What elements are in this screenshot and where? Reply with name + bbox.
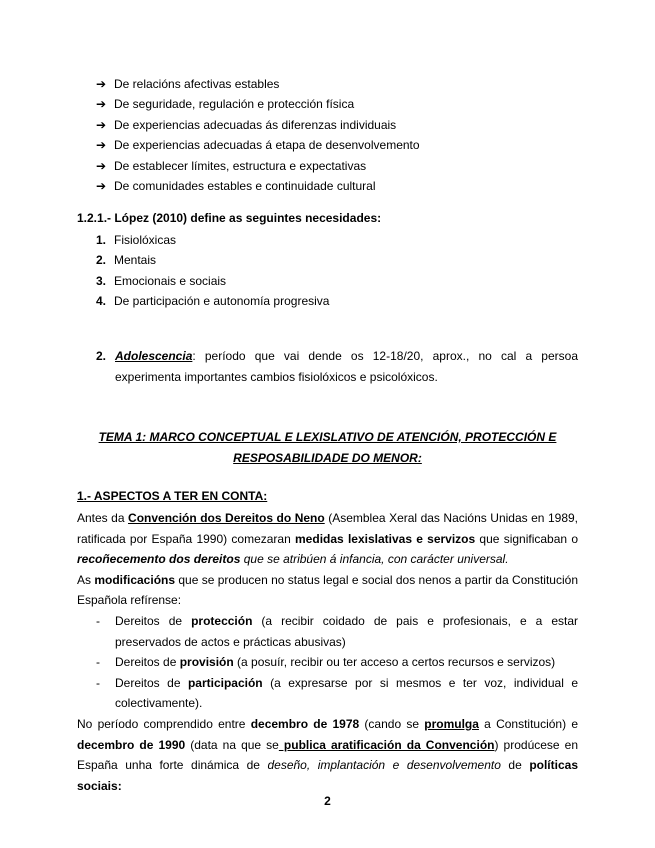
- lopez-heading: 1.2.1.- López (2010) define as seguintes necesidades:: [77, 211, 382, 225]
- list-item: ➔ De comunidades estables e continuidade cultural: [96, 178, 376, 193]
- list-item: 4. De participación e autonomía progresiva: [96, 294, 330, 309]
- page-number: 2: [324, 794, 331, 808]
- paragraph-modifications: As modificacións que se producen no status legal e social dos nenos a partir da Constitución Española refírense:: [77, 572, 578, 608]
- list-item: ➔ De seguridade, regulación e protección física: [96, 97, 355, 112]
- arrow-icon: ➔: [96, 158, 107, 173]
- adolescencia-term: Adolescencia: [115, 349, 193, 363]
- list-item: ➔ De experiencias adecuadas á etapa de desenvolvemento: [96, 138, 420, 153]
- arrow-icon: ➔: [96, 117, 107, 132]
- paragraph-period: No período comprendido entre decembro de 1978 (cando se promulga a Constitución) e decembro de 1990 (data na que se publica aratificación da Convención) prodúcese en España unha forte dinámica de deseño, implantación e desenvolvemento de políticas sociais:: [77, 716, 579, 793]
- needs-arrow-list: [96, 76, 556, 198]
- list-item: - Dereitos de protección (a recibir coidado de pais e profesionais, e a estar preservados de actos e prácticas abusivas): [96, 613, 578, 649]
- list-item: 3. Emocionais e sociais: [96, 273, 227, 288]
- paragraph-convention: Antes da Convención dos Dereitos do Neno (Asemblea Xeral das Nacións Unidas en 1989, ratificada por España 1990) comezaran medidas lexislativas e servizos que significaban o recoñecemento dos dereitos que se atribúen á infancia, con carácter universal.: [77, 511, 579, 567]
- adolescencia-text: Adolescencia: período que vai dende os 12-18/20, aprox., no cal a persoa experimenta importantes cambios fisiolóxicos e psicolóxicos.: [115, 349, 578, 384]
- lopez-numbered-list: [96, 232, 556, 314]
- list-item: 1. Fisiolóxicas: [96, 233, 177, 247]
- section-body: [77, 508, 578, 796]
- arrow-icon: ➔: [96, 97, 107, 112]
- rights-dash-list: [77, 611, 578, 714]
- list-item: ➔ De relacións afectivas estables: [96, 77, 280, 91]
- list-item: 2. Mentais: [96, 253, 157, 268]
- theme-title: TEMA 1: MARCO CONCEPTUAL E LEXISLATIVO DE ATENCIÓN, PROTECCIÓN E RESPOSABILIDADE DO MENOR:: [98, 430, 557, 465]
- adolescencia-item: [96, 346, 578, 387]
- arrow-icon: ➔: [96, 77, 107, 91]
- list-item: - Dereitos de participación (a expresarse por si mesmos e ter voz, individual e colectivamente).: [96, 675, 578, 711]
- list-item: ➔ De experiencias adecuadas ás diferenzas individuais: [96, 117, 397, 132]
- list-item: ➔ De establecer límites, estructura e expectativas: [96, 158, 367, 173]
- arrow-icon: ➔: [96, 138, 107, 153]
- item-number: 2.: [96, 349, 107, 363]
- section-heading: 1.- ASPECTOS A TER EN CONTA:: [77, 489, 268, 503]
- list-item: - Dereitos de provisión (a posuír, recibir ou ter acceso a certos recursos e servizos): [96, 655, 556, 670]
- arrow-icon: ➔: [96, 178, 107, 193]
